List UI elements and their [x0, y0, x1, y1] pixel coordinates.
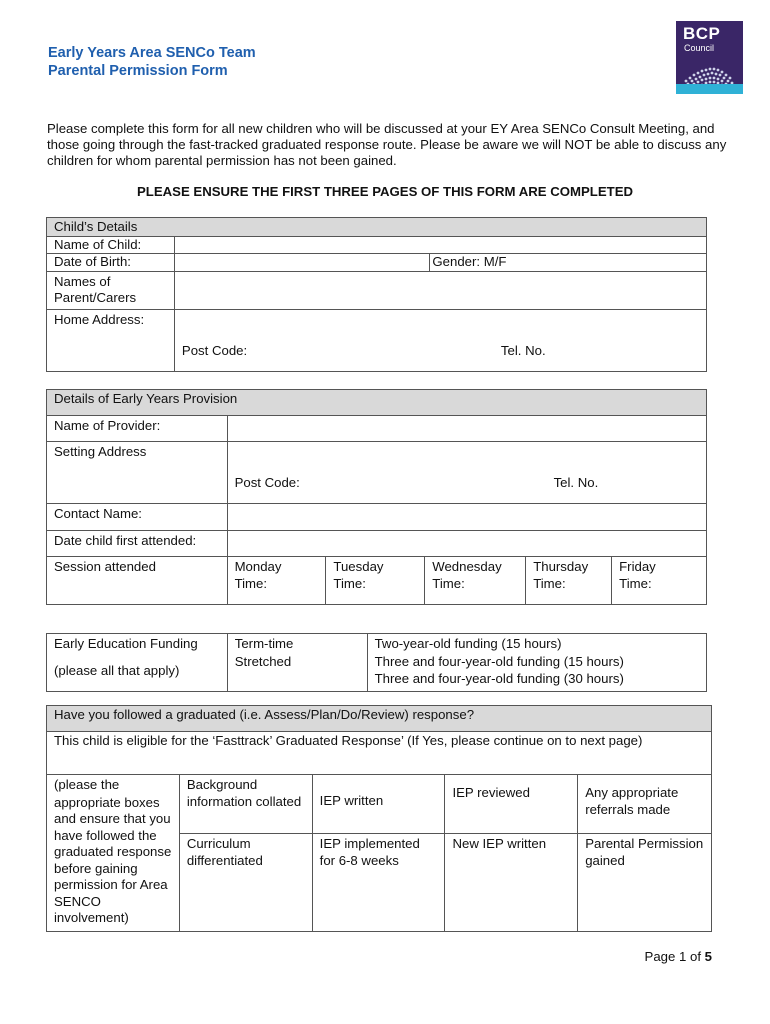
session-thursday[interactable] [526, 557, 612, 605]
provider-label: Name of Provider: [47, 416, 228, 442]
day-label: Wednesday [432, 559, 502, 574]
page-number: Page 1 of 5 [644, 949, 712, 964]
child-name-label: Name of Child: [47, 236, 175, 254]
provision-heading: Details of Early Years Provision [47, 390, 707, 416]
stretched-option[interactable]: Stretched [234, 653, 292, 669]
graduated-response-table [46, 705, 712, 932]
dob-field[interactable] [174, 254, 430, 272]
provider-field[interactable] [227, 416, 706, 442]
form-title: Parental Permission Form [48, 63, 228, 79]
setting-address-label: Setting Address [47, 442, 228, 504]
funding-hours-cell [367, 634, 706, 692]
iep-implemented-cell[interactable]: IEP implemented for 6-8 weeks [312, 834, 445, 932]
time-label: Time: [432, 575, 465, 591]
setting-postcode-label: Post Code: [234, 475, 300, 490]
session-tuesday[interactable] [326, 557, 425, 605]
date-attended-field[interactable] [227, 531, 706, 557]
bcp-council-logo [676, 21, 743, 94]
new-iep-cell[interactable]: New IEP written [445, 834, 578, 932]
time-label: Time: [234, 575, 268, 591]
child-details-table [46, 217, 707, 372]
contact-name-field[interactable] [227, 504, 706, 531]
session-label: Session attended [47, 557, 228, 605]
two-year-option[interactable]: Two-year-old funding (15 hours) [374, 636, 562, 651]
contact-name-label: Contact Name: [47, 504, 228, 531]
session-monday[interactable] [227, 557, 326, 605]
intro-paragraph: Please complete this form for all new children who will be discussed at your EY Area SENCo Consult Meeting, and those going through the fast-tracked graduated response route. Please be aware we will NOT be able to discuss any children for whom parental permission has not been gained. [47, 121, 727, 169]
parents-field[interactable] [174, 271, 706, 309]
home-tel-label: Tel. No. [500, 342, 546, 358]
funding-table [46, 633, 707, 692]
day-label: Tuesday [333, 559, 384, 574]
time-label: Time: [533, 575, 566, 591]
home-address-label: Home Address: [47, 309, 175, 371]
team-name: Early Years Area SENCo Team [48, 45, 256, 61]
parents-label: Names of Parent/Carers [47, 271, 175, 309]
three-four-15-option[interactable]: Three and four-year-old funding (15 hours) [374, 653, 624, 669]
gender-label: Gender: M/F [432, 254, 507, 269]
time-label: Time: [333, 575, 366, 591]
session-friday[interactable] [612, 557, 707, 605]
iep-written-cell[interactable]: IEP written [312, 775, 445, 834]
page-total: 5 [704, 949, 712, 964]
logo-band [676, 84, 743, 94]
funding-type-cell [227, 634, 367, 692]
home-postcode-label: Post Code: [181, 342, 248, 358]
setting-address-field[interactable] [227, 442, 706, 504]
funding-note: (please all that apply) [54, 662, 180, 678]
funding-label: Early Education Funding [54, 636, 198, 651]
gender-field[interactable] [430, 254, 707, 272]
funding-label-cell [47, 634, 228, 692]
session-wednesday[interactable] [425, 557, 526, 605]
form-header [48, 44, 256, 80]
date-attended-label: Date child first attended: [47, 531, 228, 557]
logo-sub-text: Council [684, 43, 715, 53]
day-label: Thursday [533, 559, 589, 574]
day-label: Monday [234, 559, 282, 574]
child-details-heading: Child’s Details [47, 218, 707, 237]
curriculum-cell[interactable]: Curriculum differentiated [179, 834, 312, 932]
logo-main-text: BCP [683, 24, 721, 43]
home-address-field[interactable] [174, 309, 706, 371]
iep-reviewed-cell[interactable]: IEP reviewed [445, 775, 578, 834]
graduated-instruction: (please the appropriate boxes and ensure that you have followed the graduated response before gaining permission for Area SENCO involvement) [47, 775, 180, 932]
graduated-heading: Have you followed a graduated (i.e. Assess/Plan/Do/Review) response? [47, 706, 712, 732]
setting-tel-label: Tel. No. [553, 475, 599, 490]
day-label: Friday [619, 559, 656, 574]
background-collated-cell[interactable]: Background information collated [179, 775, 312, 834]
three-four-30-option[interactable]: Three and four-year-old funding (30 hours) [374, 671, 624, 686]
dob-label: Date of Birth: [47, 254, 175, 272]
completion-notice: PLEASE ENSURE THE FIRST THREE PAGES OF THIS FORM ARE COMPLETED [136, 184, 634, 199]
child-name-field[interactable] [174, 236, 706, 254]
termtime-option[interactable]: Term-time [234, 636, 294, 651]
provision-table [46, 389, 707, 605]
parental-permission-cell[interactable]: Parental Permission gained [578, 834, 712, 932]
fasttrack-row: This child is eligible for the ‘Fasttrack’ Graduated Response’ (If Yes, please continue on to next page) [47, 732, 712, 775]
time-label: Time: [619, 575, 652, 591]
referrals-cell[interactable]: Any appropriate referrals made [578, 775, 712, 834]
